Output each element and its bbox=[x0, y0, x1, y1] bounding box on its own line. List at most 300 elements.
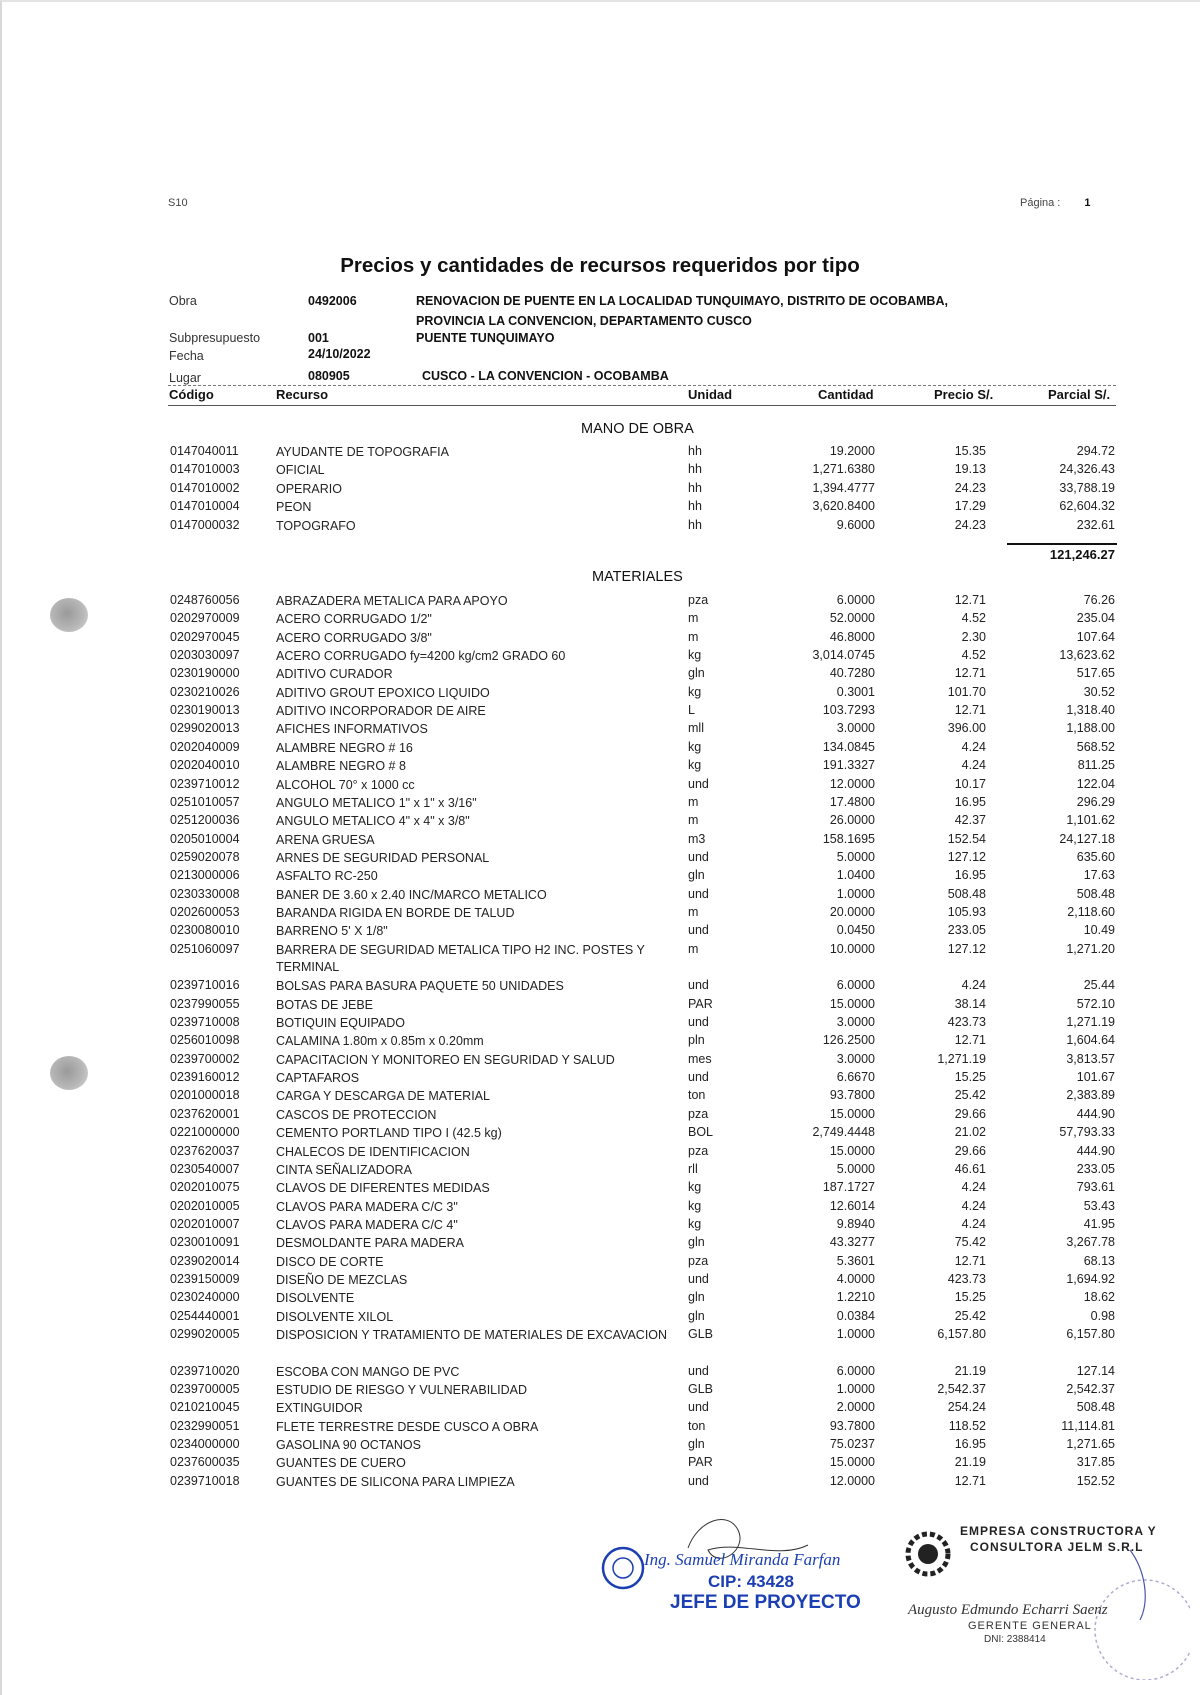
resource-name: CLAVOS PARA MADERA C/C 4" bbox=[276, 1217, 458, 1232]
resource-code: 0205010004 bbox=[170, 831, 240, 846]
resource-name: ALAMBRE NEGRO # 16 bbox=[276, 740, 413, 755]
resource-code: 0239710016 bbox=[170, 978, 240, 993]
resource-quantity: 1,394.4777 bbox=[812, 480, 875, 495]
resource-price: 16.95 bbox=[954, 868, 986, 883]
resource-quantity: 1.0000 bbox=[836, 1382, 875, 1397]
resource-quantity: 5.0000 bbox=[836, 1161, 875, 1176]
resource-partial: 508.48 bbox=[1076, 886, 1115, 901]
resource-code: 0230330008 bbox=[170, 886, 240, 901]
resource-partial: 517.65 bbox=[1076, 666, 1115, 681]
resource-quantity: 46.8000 bbox=[829, 629, 875, 644]
resource-unit: gln bbox=[688, 1308, 705, 1323]
resource-unit: und bbox=[688, 1363, 709, 1378]
resource-quantity: 1.0000 bbox=[836, 1327, 875, 1341]
resource-partial: 572.10 bbox=[1076, 996, 1115, 1011]
resource-quantity: 6.6670 bbox=[836, 1070, 875, 1085]
resource-price: 127.12 bbox=[947, 849, 986, 864]
resource-name: BOLSAS PARA BASURA PAQUETE 50 UNIDADES bbox=[276, 979, 564, 994]
resource-partial: 2,383.89 bbox=[1066, 1088, 1115, 1103]
section-title-mano-de-obra: MANO DE OBRA bbox=[581, 421, 694, 437]
resource-unit: GLB bbox=[688, 1327, 714, 1341]
resource-quantity: 93.7800 bbox=[829, 1418, 875, 1433]
resource-price: 15.35 bbox=[954, 444, 986, 458]
resource-price: 6,157.80 bbox=[937, 1327, 986, 1341]
resource-code: 0259020078 bbox=[170, 849, 240, 864]
resource-name: BANER DE 3.60 x 2.40 INC/MARCO METALICO bbox=[276, 887, 547, 902]
resource-unit: gln bbox=[688, 666, 705, 681]
resource-quantity: 3.0000 bbox=[836, 721, 875, 736]
subpresupuesto-code: 001 bbox=[308, 331, 329, 345]
lugar-code: 080905 bbox=[308, 369, 350, 383]
resource-price: 25.42 bbox=[954, 1088, 986, 1103]
resource-partial: 294.72 bbox=[1076, 444, 1115, 458]
resource-quantity: 15.0000 bbox=[829, 1455, 875, 1470]
company-name-line2: CONSULTORA JELM S.R.L bbox=[970, 1540, 1144, 1554]
resource-price: 127.12 bbox=[947, 941, 986, 956]
resource-name: OFICIAL bbox=[276, 463, 325, 478]
resource-code: 0147010003 bbox=[170, 462, 240, 477]
signature-jefe-proyecto bbox=[598, 1510, 868, 1620]
header-rule bbox=[168, 385, 1116, 386]
resource-name: ARENA GRUESA bbox=[276, 832, 375, 847]
resource-price: 2.30 bbox=[961, 629, 986, 644]
resource-code: 0239150009 bbox=[170, 1271, 240, 1286]
resource-quantity: 3,014.0745 bbox=[812, 648, 875, 663]
resource-partial: 152.52 bbox=[1076, 1473, 1115, 1488]
resource-code: 0230190013 bbox=[170, 703, 240, 718]
resource-quantity: 191.3327 bbox=[822, 758, 875, 773]
resource-price: 508.48 bbox=[947, 886, 986, 901]
resource-code: 0299020005 bbox=[170, 1327, 240, 1341]
resource-unit: kg bbox=[688, 648, 702, 663]
resource-partial: 233.05 bbox=[1076, 1161, 1115, 1176]
resource-price: 15.25 bbox=[954, 1070, 986, 1085]
resource-name: ALAMBRE NEGRO # 8 bbox=[276, 759, 406, 774]
resource-price: 19.13 bbox=[954, 462, 986, 477]
resource-name: CLAVOS DE DIFERENTES MEDIDAS bbox=[276, 1181, 490, 1196]
resource-code: 0203030097 bbox=[170, 648, 240, 663]
resource-price: 21.19 bbox=[954, 1363, 986, 1378]
company-name-line1: EMPRESA CONSTRUCTORA Y bbox=[960, 1524, 1157, 1538]
resource-name: GUANTES DE SILICONA PARA LIMPIEZA bbox=[276, 1474, 515, 1489]
signer-name-right: Augusto Edmundo Echarri Saenz bbox=[908, 1602, 1108, 1618]
resource-price: 233.05 bbox=[947, 923, 986, 938]
resource-name: GUANTES DE CUERO bbox=[276, 1456, 406, 1471]
resource-partial: 3,813.57 bbox=[1066, 1051, 1115, 1066]
resource-code: 0230190000 bbox=[170, 666, 240, 681]
resource-code: 0210210045 bbox=[170, 1400, 240, 1415]
resource-quantity: 6.0000 bbox=[836, 593, 875, 607]
resource-quantity: 15.0000 bbox=[829, 1106, 875, 1121]
resource-price: 2,542.37 bbox=[937, 1382, 986, 1397]
resource-price: 4.52 bbox=[961, 611, 986, 626]
resource-code: 0254440001 bbox=[170, 1308, 240, 1323]
resource-unit: pza bbox=[688, 1253, 709, 1268]
column-header-rule bbox=[168, 405, 1116, 406]
lugar-label: Lugar bbox=[169, 371, 201, 385]
resource-quantity: 126.2500 bbox=[822, 1033, 875, 1048]
resource-price: 4.24 bbox=[961, 1198, 986, 1213]
resource-partial: 508.48 bbox=[1076, 1400, 1115, 1415]
signer-role-left: JEFE DE PROYECTO bbox=[670, 1592, 861, 1613]
resource-unit: und bbox=[688, 1271, 709, 1286]
resource-code: 0147040011 bbox=[170, 444, 239, 458]
resource-code: 0230210026 bbox=[170, 684, 240, 699]
resource-code: 0234000000 bbox=[170, 1437, 240, 1452]
resource-name: PEON bbox=[276, 500, 312, 515]
resource-partial: 568.52 bbox=[1076, 739, 1115, 754]
resource-code: 0147010004 bbox=[170, 499, 240, 514]
obra-code: 0492006 bbox=[308, 294, 357, 308]
resource-price: 423.73 bbox=[947, 1015, 986, 1030]
resource-name: ESCOBA CON MANGO DE PVC bbox=[276, 1364, 460, 1379]
resource-code: 0251200036 bbox=[170, 813, 240, 828]
resource-quantity: 10.0000 bbox=[829, 941, 875, 956]
punch-hole bbox=[50, 598, 88, 632]
resource-unit: m bbox=[688, 941, 699, 956]
resource-partial: 444.90 bbox=[1076, 1143, 1115, 1158]
resource-price: 21.02 bbox=[954, 1125, 986, 1140]
resource-price: 46.61 bbox=[954, 1161, 986, 1176]
resource-price: 38.14 bbox=[954, 996, 986, 1011]
resource-code: 0202010075 bbox=[170, 1180, 240, 1195]
resource-name: GASOLINA 90 OCTANOS bbox=[276, 1438, 421, 1453]
resource-code: 0239710012 bbox=[170, 776, 240, 791]
resource-code: 0256010098 bbox=[170, 1033, 240, 1048]
resource-name: CALAMINA 1.80m x 0.85m x 0.20mm bbox=[276, 1034, 484, 1049]
resource-name: ARNES DE SEGURIDAD PERSONAL bbox=[276, 850, 490, 865]
resource-name: CLAVOS PARA MADERA C/C 3" bbox=[276, 1199, 458, 1214]
resource-partial: 57,793.33 bbox=[1059, 1125, 1115, 1140]
resource-partial: 101.67 bbox=[1076, 1070, 1115, 1085]
resource-partial: 30.52 bbox=[1083, 684, 1115, 699]
resource-unit: kg bbox=[688, 1216, 702, 1231]
resource-unit: und bbox=[688, 849, 709, 864]
subpresupuesto-description: PUENTE TUNQUIMAYO bbox=[416, 331, 555, 345]
subtotal-rule bbox=[1007, 543, 1117, 545]
resource-unit: kg bbox=[688, 1180, 702, 1195]
resource-price: 12.71 bbox=[954, 1253, 986, 1268]
resource-price: 12.71 bbox=[954, 1033, 986, 1048]
resource-partial: 296.29 bbox=[1076, 794, 1115, 809]
resource-unit: und bbox=[688, 886, 709, 901]
resource-code: 0202040010 bbox=[170, 758, 240, 773]
punch-hole bbox=[50, 1056, 88, 1090]
resource-price: 24.23 bbox=[954, 480, 986, 495]
resource-unit: hh bbox=[688, 462, 702, 477]
column-header-codigo: Código bbox=[169, 387, 214, 402]
resource-partial: 25.44 bbox=[1083, 978, 1115, 993]
resource-name: ACERO CORRUGADO 1/2" bbox=[276, 612, 432, 627]
system-label: S10 bbox=[168, 197, 188, 209]
resource-name: DISOLVENTE XILOL bbox=[276, 1309, 394, 1324]
resource-price: 42.37 bbox=[954, 813, 986, 828]
resource-code: 0147000032 bbox=[170, 517, 240, 532]
obra-label: Obra bbox=[169, 294, 197, 308]
resource-code: 0230080010 bbox=[170, 923, 240, 938]
resource-code: 0202600053 bbox=[170, 904, 240, 919]
resource-unit: und bbox=[688, 1015, 709, 1030]
resource-quantity: 4.0000 bbox=[836, 1271, 875, 1286]
resource-quantity: 1.2210 bbox=[836, 1290, 875, 1305]
resource-name: TOPOGRAFO bbox=[276, 518, 356, 533]
resource-unit: m bbox=[688, 813, 699, 828]
resource-unit: PAR bbox=[688, 996, 713, 1011]
resource-quantity: 103.7293 bbox=[822, 703, 875, 718]
resource-quantity: 0.0450 bbox=[836, 923, 875, 938]
resource-partial: 107.64 bbox=[1076, 629, 1115, 644]
resource-name: OPERARIO bbox=[276, 481, 342, 496]
resource-name: ALCOHOL 70° x 1000 cc bbox=[276, 777, 415, 792]
resource-code: 0251060097 bbox=[170, 941, 240, 956]
resource-unit: und bbox=[688, 923, 709, 938]
resource-price: 75.42 bbox=[954, 1235, 986, 1250]
resource-price: 4.24 bbox=[961, 1216, 986, 1231]
resource-unit: und bbox=[688, 776, 709, 791]
resource-name: CHALECOS DE IDENTIFICACION bbox=[276, 1144, 470, 1159]
resource-unit: BOL bbox=[688, 1125, 714, 1140]
resource-partial: 1,604.64 bbox=[1066, 1033, 1115, 1048]
resource-unit: hh bbox=[688, 480, 702, 495]
resource-name: ADITIVO GROUT EPOXICO LIQUIDO bbox=[276, 685, 490, 700]
resource-price: 17.29 bbox=[954, 499, 986, 514]
resource-code: 0237990055 bbox=[170, 996, 240, 1011]
resource-name: DESMOLDANTE PARA MADERA bbox=[276, 1236, 465, 1251]
resource-partial: 76.26 bbox=[1083, 593, 1115, 607]
resource-price: 29.66 bbox=[954, 1143, 986, 1158]
resource-price: 101.70 bbox=[947, 684, 986, 699]
resource-price: 10.17 bbox=[954, 776, 986, 791]
resource-code: 0239710018 bbox=[170, 1473, 240, 1488]
mano-de-obra-subtotal: 121,246.27 bbox=[1049, 547, 1115, 562]
resource-partial: 1,271.19 bbox=[1066, 1015, 1115, 1030]
resource-code: 0239160012 bbox=[170, 1070, 240, 1085]
resource-partial: 122.04 bbox=[1076, 776, 1115, 791]
resource-partial: 1,188.00 bbox=[1066, 721, 1115, 736]
resource-unit: hh bbox=[688, 444, 702, 458]
resource-partial: 0.98 bbox=[1090, 1308, 1115, 1323]
resource-name: ANGULO METALICO 4" x 4" x 3/8" bbox=[276, 814, 470, 829]
resource-code: 0147010002 bbox=[170, 480, 240, 495]
resource-price: 15.25 bbox=[954, 1290, 986, 1305]
resource-quantity: 6.0000 bbox=[836, 978, 875, 993]
resource-unit: PAR bbox=[688, 1455, 713, 1470]
resource-unit: m bbox=[688, 611, 699, 626]
resource-code: 0202040009 bbox=[170, 739, 240, 754]
resource-code: 0213000006 bbox=[170, 868, 240, 883]
resource-quantity: 0.3001 bbox=[836, 684, 875, 699]
resource-unit: ton bbox=[688, 1418, 706, 1433]
resource-code: 0202970009 bbox=[170, 611, 240, 626]
resource-unit: ton bbox=[688, 1088, 706, 1103]
resource-unit: rll bbox=[688, 1161, 698, 1176]
resource-price: 16.95 bbox=[954, 794, 986, 809]
resource-quantity: 19.2000 bbox=[829, 444, 875, 458]
resource-quantity: 3.0000 bbox=[836, 1051, 875, 1066]
resource-partial: 13,623.62 bbox=[1059, 648, 1115, 663]
resource-name: CARGA Y DESCARGA DE MATERIAL bbox=[276, 1089, 490, 1104]
resource-code: 0237620037 bbox=[170, 1143, 240, 1158]
resource-code: 0248760056 bbox=[170, 593, 240, 607]
resource-unit: gln bbox=[688, 868, 705, 883]
resource-quantity: 52.0000 bbox=[829, 611, 875, 626]
resource-unit: kg bbox=[688, 739, 702, 754]
resource-quantity: 1.0000 bbox=[836, 886, 875, 901]
subpresupuesto-label: Subpresupuesto bbox=[169, 331, 261, 345]
resource-quantity: 40.7280 bbox=[829, 666, 875, 681]
resource-name: BOTAS DE JEBE bbox=[276, 997, 374, 1012]
resource-unit: gln bbox=[688, 1437, 705, 1452]
resource-name: CAPTAFAROS bbox=[276, 1071, 360, 1086]
resource-partial: 1,271.20 bbox=[1066, 941, 1115, 956]
resource-code: 0299020013 bbox=[170, 721, 240, 736]
resource-quantity: 187.1727 bbox=[822, 1180, 875, 1195]
resource-quantity: 12.0000 bbox=[829, 1473, 875, 1488]
resource-unit: hh bbox=[688, 517, 702, 532]
signer-cip: CIP: 43428 bbox=[708, 1572, 794, 1591]
resource-code: 0237600035 bbox=[170, 1455, 240, 1470]
column-header-unidad: Unidad bbox=[688, 387, 733, 402]
resource-partial: 10.49 bbox=[1083, 923, 1115, 938]
resource-unit: gln bbox=[688, 1235, 705, 1250]
resource-price: 12.71 bbox=[954, 593, 986, 607]
resource-name: ESTUDIO DE RIESGO Y VULNERABILIDAD bbox=[276, 1383, 527, 1398]
resource-unit: L bbox=[688, 703, 695, 718]
resource-partial: 6,157.80 bbox=[1066, 1327, 1115, 1341]
resource-name: ASFALTO RC-250 bbox=[276, 869, 378, 884]
resource-quantity: 2.0000 bbox=[836, 1400, 875, 1415]
resource-unit: und bbox=[688, 978, 709, 993]
resource-code: 0202010005 bbox=[170, 1198, 240, 1213]
resource-quantity: 9.6000 bbox=[836, 517, 875, 532]
resource-unit: kg bbox=[688, 758, 702, 773]
resource-partial: 1,318.40 bbox=[1066, 703, 1115, 718]
resource-price: 12.71 bbox=[954, 703, 986, 718]
fecha-value: 24/10/2022 bbox=[308, 347, 371, 361]
resource-unit: hh bbox=[688, 499, 702, 514]
resource-name: AYUDANTE DE TOPOGRAFIA bbox=[276, 445, 449, 459]
resource-partial: 444.90 bbox=[1076, 1106, 1115, 1121]
resource-partial: 68.13 bbox=[1083, 1253, 1115, 1268]
resource-unit: kg bbox=[688, 1198, 702, 1213]
resource-price: 118.52 bbox=[948, 1418, 986, 1433]
resource-partial: 235.04 bbox=[1076, 611, 1115, 626]
resource-name: BARRERA DE SEGURIDAD METALICA TIPO H2 INC. POSTES Y TERMINAL bbox=[276, 942, 645, 974]
resource-price: 4.24 bbox=[961, 1180, 986, 1195]
resource-quantity: 3.0000 bbox=[836, 1015, 875, 1030]
resource-price: 29.66 bbox=[954, 1106, 986, 1121]
resource-unit: m bbox=[688, 904, 699, 919]
resource-quantity: 20.0000 bbox=[829, 904, 875, 919]
resource-name: ACERO CORRUGADO fy=4200 kg/cm2 GRADO 60 bbox=[276, 649, 566, 664]
resource-quantity: 26.0000 bbox=[829, 813, 875, 828]
resource-partial: 33,788.19 bbox=[1059, 480, 1115, 495]
resource-quantity: 6.0000 bbox=[836, 1363, 875, 1378]
resource-partial: 1,694.92 bbox=[1066, 1271, 1115, 1286]
resource-quantity: 15.0000 bbox=[829, 1143, 875, 1158]
resource-code: 0202970045 bbox=[170, 629, 240, 644]
resource-price: 4.52 bbox=[961, 648, 986, 663]
lugar-description: CUSCO - LA CONVENCION - OCOBAMBA bbox=[422, 369, 669, 383]
resource-price: 21.19 bbox=[954, 1455, 986, 1470]
resource-quantity: 3,620.8400 bbox=[812, 499, 875, 514]
resource-name: ADITIVO INCORPORADOR DE AIRE bbox=[276, 704, 486, 719]
resource-unit: pza bbox=[688, 1143, 709, 1158]
resource-unit: pza bbox=[688, 1106, 709, 1121]
resource-partial: 3,267.78 bbox=[1066, 1235, 1115, 1250]
resource-partial: 793.61 bbox=[1076, 1180, 1115, 1195]
resource-quantity: 93.7800 bbox=[829, 1088, 875, 1103]
signer-dni: DNI: 2388414 bbox=[984, 1634, 1046, 1645]
resource-price: 12.71 bbox=[954, 666, 986, 681]
resource-code: 0230010091 bbox=[170, 1235, 240, 1250]
resource-quantity: 134.0845 bbox=[822, 739, 875, 754]
resource-name: CASCOS DE PROTECCION bbox=[276, 1107, 437, 1122]
resource-name: DISCO DE CORTE bbox=[276, 1254, 384, 1269]
resource-quantity: 1.0400 bbox=[836, 868, 875, 883]
resource-quantity: 43.3277 bbox=[829, 1235, 875, 1250]
resource-code: 0232990051 bbox=[170, 1418, 240, 1433]
resource-price: 4.24 bbox=[961, 758, 986, 773]
resource-quantity: 9.8940 bbox=[836, 1216, 875, 1231]
resource-partial: 811.25 bbox=[1077, 758, 1115, 773]
resource-unit: pln bbox=[688, 1033, 705, 1048]
resource-unit: und bbox=[688, 1400, 709, 1415]
resource-code: 0221000000 bbox=[170, 1125, 240, 1140]
resource-name: AFICHES INFORMATIVOS bbox=[276, 722, 428, 737]
signer-name-left: Ing. Samuel Miranda Farfan bbox=[644, 1550, 841, 1569]
resource-quantity: 158.1695 bbox=[822, 831, 875, 846]
resource-code: 0239710020 bbox=[170, 1363, 240, 1378]
resource-price: 16.95 bbox=[954, 1437, 986, 1452]
resource-code: 0237620001 bbox=[170, 1106, 240, 1121]
resource-partial: 24,326.43 bbox=[1059, 462, 1115, 477]
resource-name: CEMENTO PORTLAND TIPO I (42.5 kg) bbox=[276, 1126, 502, 1141]
resource-price: 105.93 bbox=[947, 904, 986, 919]
resource-partial: 232.61 bbox=[1076, 517, 1115, 532]
resource-unit: kg bbox=[688, 684, 702, 699]
resource-code: 0251010057 bbox=[170, 794, 240, 809]
column-header-recurso: Recurso bbox=[276, 387, 329, 402]
resource-unit: mll bbox=[688, 721, 704, 736]
resource-name: BARRENO 5' X 1/8" bbox=[276, 924, 388, 939]
resource-name: CAPACITACION Y MONITOREO EN SEGURIDAD Y SALUD bbox=[276, 1052, 615, 1067]
column-header-precio: Precio S/. bbox=[934, 387, 994, 402]
resource-unit: mes bbox=[688, 1051, 712, 1066]
resource-partial: 1,271.65 bbox=[1066, 1437, 1115, 1452]
resource-code: 0201000018 bbox=[170, 1088, 240, 1103]
resource-unit: m bbox=[688, 794, 699, 809]
resource-unit: pza bbox=[688, 593, 709, 607]
resource-price: 254.24 bbox=[947, 1400, 986, 1415]
resource-partial: 2,542.37 bbox=[1066, 1382, 1115, 1397]
resource-name: ABRAZADERA METALICA PARA APOYO bbox=[276, 594, 508, 608]
resource-price: 4.24 bbox=[961, 978, 986, 993]
resource-partial: 317.85 bbox=[1076, 1455, 1115, 1470]
resource-code: 0239710008 bbox=[170, 1015, 240, 1030]
signer-role-right: GERENTE GENERAL bbox=[968, 1620, 1092, 1632]
resource-partial: 41.95 bbox=[1083, 1216, 1115, 1231]
resource-name: BOTIQUIN EQUIPADO bbox=[276, 1016, 405, 1031]
resource-partial: 2,118.60 bbox=[1067, 904, 1115, 919]
resource-price: 12.71 bbox=[954, 1473, 986, 1488]
resource-name: DISPOSICION Y TRATAMIENTO DE MATERIALES DE EXCAVACION bbox=[276, 1328, 668, 1342]
page-title: Precios y cantidades de recursos requeridos por tipo bbox=[340, 254, 860, 277]
resource-unit: gln bbox=[688, 1290, 705, 1305]
resource-quantity: 15.0000 bbox=[829, 996, 875, 1011]
resource-partial: 62,604.32 bbox=[1059, 499, 1115, 514]
resource-price: 25.42 bbox=[954, 1308, 986, 1323]
